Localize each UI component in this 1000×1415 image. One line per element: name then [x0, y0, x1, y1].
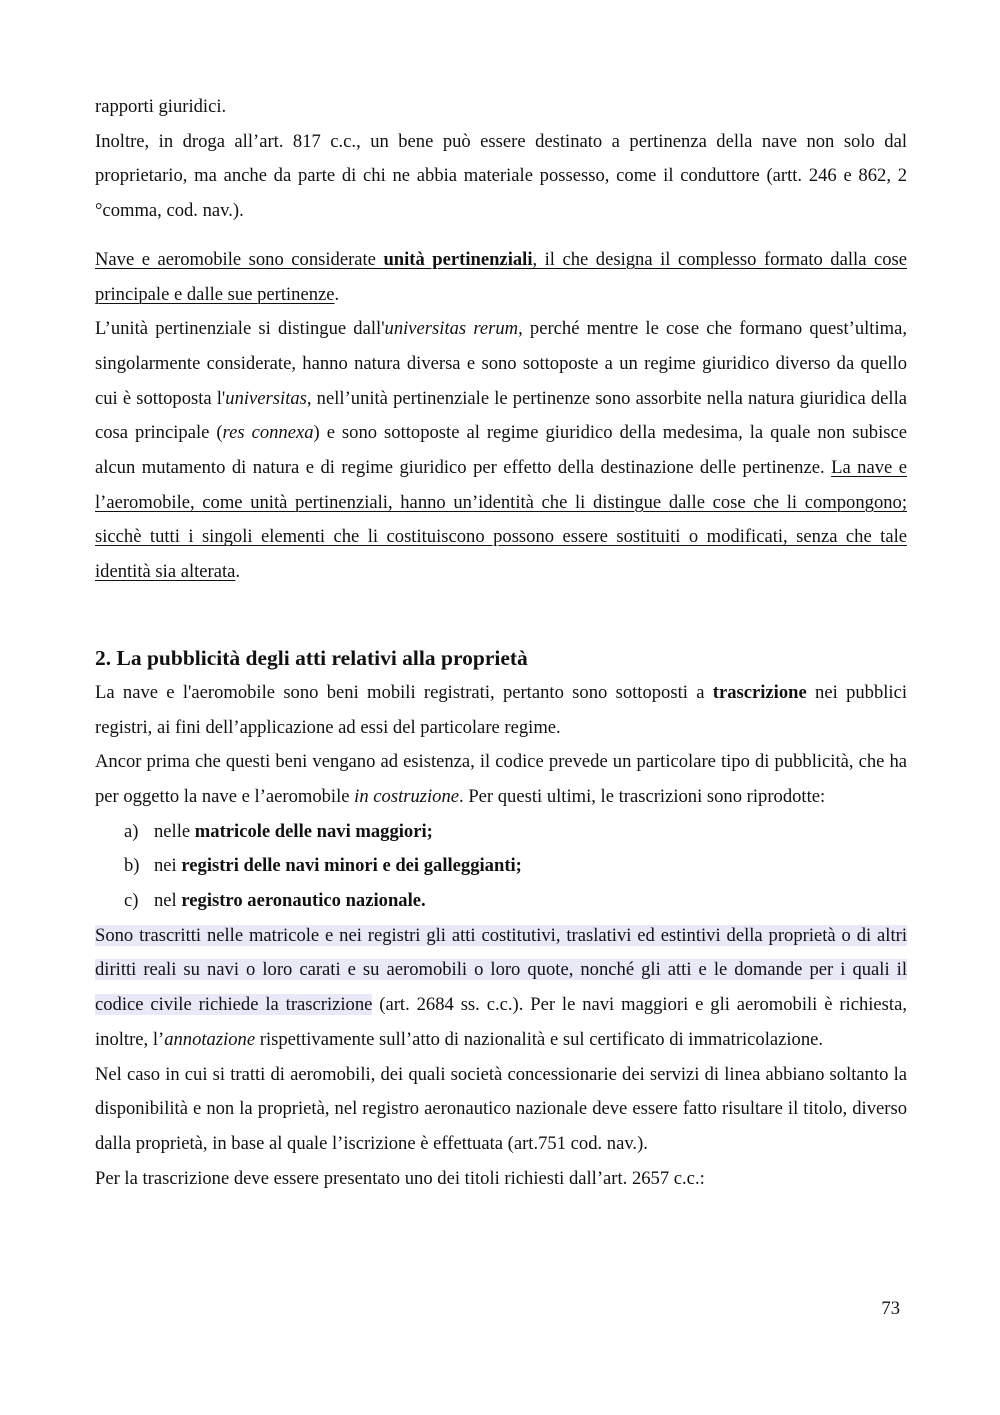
paragraph-transcribed-acts: Sono trascritti nelle matricole e nei registri gli atti costitutivi, traslativi ed estintivi della proprietà o di altri diritti reali su navi o loro carati e su aeromobili o loro quote, nonché gli atti e le domande per i quali il codice civile richiede la trascrizione (art. 2684 ss. c.c.). Per le navi maggiori e gli aeromobili è richiesta, inoltre, l’annotazione rispettivamente sull’atto di nazionalità e sul certificato di immatricolazione. — [95, 924, 907, 1050]
italic-term: universitas — [225, 387, 307, 409]
paragraph-aircraft: Nel caso in cui si tratti di aeromobili, dei quali società concessionarie dei servizi di linea abbiano soltanto la disponibilità e non la proprietà, nel registro aeronautico nazionale deve essere fatto risultare il titolo, diverso dalla proprietà, in base al quale l’iscrizione è effettuata (art.751 cod. nav.). — [95, 1063, 907, 1154]
section-heading: 2. La pubblicità degli atti relativi alla proprietà — [95, 645, 528, 670]
paragraph-construction: Ancor prima che questi beni vengano ad esistenza, il codice prevede un particolare tipo di pubblicità, che ha per oggetto la nave e l’aeromobile in costruzione. Per questi ultimi, le trascrizioni sono riprodotte: — [95, 751, 907, 807]
bold-term: matricole delle navi maggiori; — [194, 820, 433, 842]
list-item: a) nelle matricole delle navi maggiori; — [124, 815, 907, 850]
highlighted-text: Sono trascritti nelle matricole e nei registri gli atti costitutivi, traslativi ed estintivi della proprietà o di altri diritti reali su navi o loro carati e su aeromobili o loro quote, nonché gli atti e le domande per i quali il codice civile richiede la trascrizione — [95, 924, 907, 1016]
paragraph: Inoltre, in droga all’art. 817 c.c., un bene può essere destinato a pertinenza della nave non solo dal proprietario, ma anche da parte di chi ne abbia materiale possesso, come il conduttore (artt. 246 e 862, 2 °comma, cod. nav.). — [95, 130, 907, 222]
underlined-text: La nave e l’aeromobile, come unità pertinenziali, hanno un’identità che li distingue dalle cose che li compongono; sicchè tutti i singoli elementi che li costituiscono possono essere sostituiti o modificati, senza che tale identità sia alterata — [95, 457, 907, 583]
page-number: 73 — [881, 1298, 900, 1319]
document-page — [95, 90, 907, 1196]
bold-term: registri delle navi minori e dei galleggianti; — [181, 855, 522, 877]
list-marker: a) — [124, 820, 139, 842]
list-item: b) nei registri delle navi minori e dei galleggianti; — [124, 849, 907, 884]
paragraph-titles: Per la trascrizione deve essere presentato uno dei titoli richiesti dall’art. 2657 c.c.: — [95, 1167, 705, 1189]
bold-term: registro aeronautico nazionale. — [181, 890, 426, 912]
italic-term: in costruzione — [354, 785, 460, 807]
italic-term: res connexa — [222, 422, 314, 444]
bold-term: trascrizione — [712, 681, 807, 703]
bold-term: unità pertinenziali — [383, 248, 533, 270]
paragraph-pertinential-units: Nave e aeromobile sono considerate unità pertinenziali, il che designa il complesso formato dalla cose principale e dalle sue pertinenze. — [95, 248, 907, 305]
italic-term: annotazione — [164, 1028, 256, 1050]
paragraph-transcription: La nave e l'aeromobile sono beni mobili registrati, pertanto sono sottoposti a trascrizione nei pubblici registri, ai fini dell’applicazione ad essi del particolare regime. — [95, 681, 908, 738]
list-item: c) nel registro aeronautico nazionale. — [124, 884, 907, 919]
italic-term: universitas rerum — [384, 318, 519, 340]
paragraph-universitas: L’unità pertinenziale si distingue dall'universitas rerum, perché mentre le cose che formano quest’ultima, singolarmente considerate, hanno natura diversa e sono sottoposte a un regime giuridico diverso da quello cui è sottoposta l'universitas, nell’unità pertinenziale le pertinenze sono assorbite nella natura giuridica della cosa principale (res connexa) e sono sottoposte al regime giuridico della medesima, la quale non subisce alcun mutamento di natura e di regime giuridico per effetto della destinazione delle pertinenze. La nave e l’aeromobile, come unità pertinenziali, hanno un’identità che li distingue dalle cose che li compongono; sicchè tutti i singoli elementi che li costituiscono possono essere sostituiti o modificati, senza che tale identità sia alterata. — [95, 318, 907, 583]
underlined-text: Nave e aeromobile sono considerate unità pertinenziali, il che designa il complesso formato dalla cose principale e dalle sue pertinenze — [95, 248, 907, 305]
registers-list — [95, 815, 907, 919]
text-line: rapporti giuridici. — [95, 96, 227, 117]
list-marker: c) — [124, 890, 139, 912]
list-marker: b) — [124, 855, 140, 877]
